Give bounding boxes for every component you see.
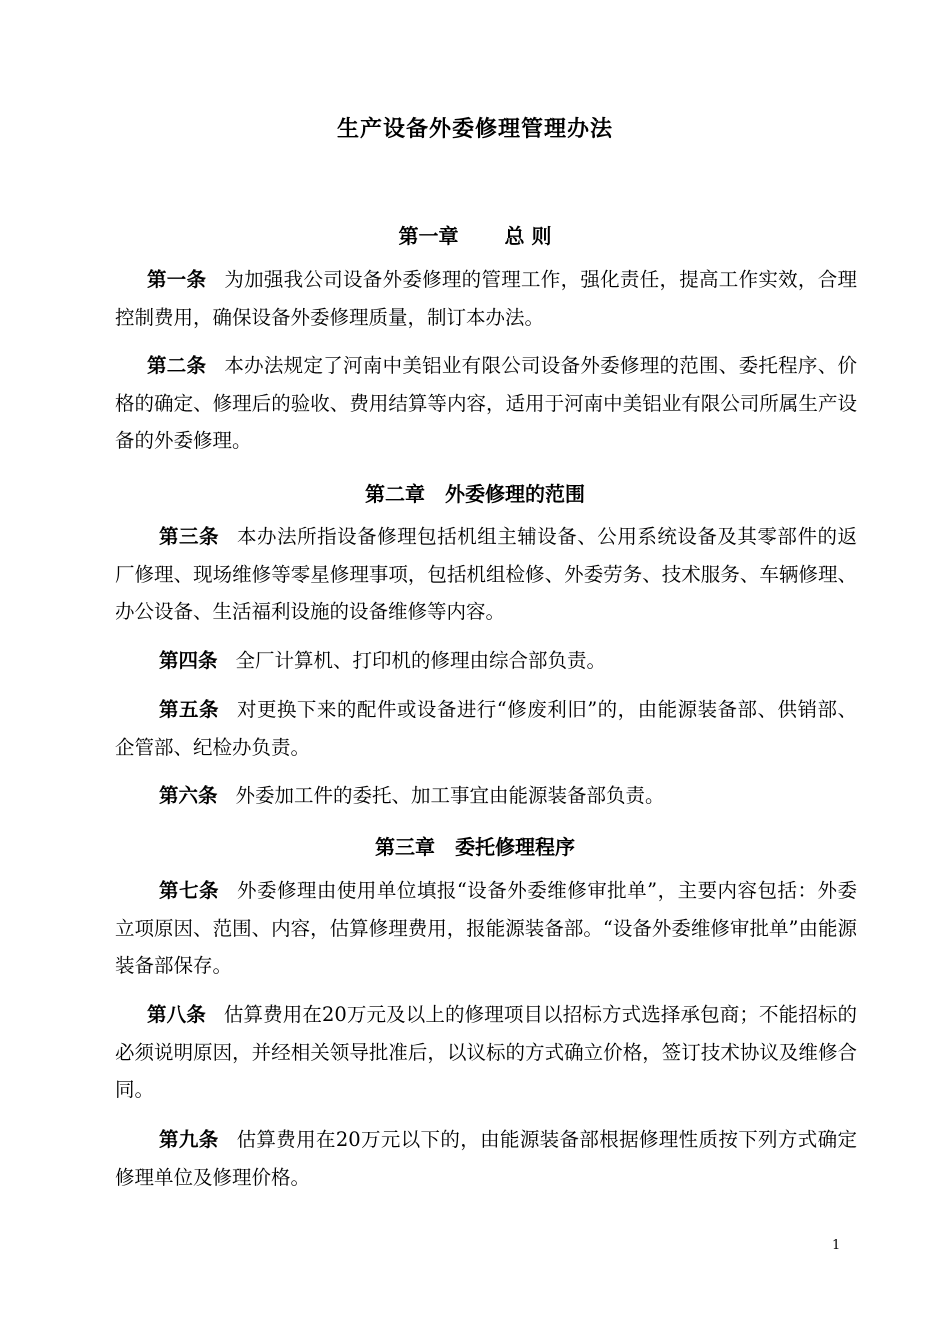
article-text: 外委加工件的委托、加工事宜由能源装备部负责。 xyxy=(235,784,665,807)
article-text: 本办法所指设备修理包括机组主辅设备、公用系统设备及其零部件的返厂修理、现场维修等零星修理事项，包括机组检修、外委劳务、技术服务、车辆修理、办公设备、生活福利设施的设备维修等内容。 xyxy=(115,525,857,623)
article-text: 全厂计算机、打印机的修理由综合部负责。 xyxy=(235,649,607,672)
article-paragraph xyxy=(115,777,857,815)
chapter-number: 第三章 xyxy=(375,835,435,859)
chapter-number: 第二章 xyxy=(365,482,425,506)
chapter-number: 第一章 xyxy=(398,224,459,248)
article-text: 外委修理由使用单位填报“设备外委维修审批单”，主要内容包括：外委立项原因、范围、内容，估算修理费用，报能源装备部。“设备外委维修审批单”由能源装备部保存。 xyxy=(115,879,857,977)
chapter-title: 委托修理程序 xyxy=(455,835,575,859)
chapter-heading xyxy=(0,831,950,860)
article-label: 第八条 xyxy=(147,1003,206,1026)
document-title: 生产设备外委修理管理办法 xyxy=(336,117,613,142)
article-text: 估算费用在20万元及以上的修理项目以招标方式选择承包商；不能招标的必须说明原因，并经相关领导批准后，以议标的方式确立价格，签订技术协议及维修合同。 xyxy=(115,1003,857,1101)
article-paragraph xyxy=(115,261,857,336)
article-text: 对更换下来的配件或设备进行“修废利旧”的，由能源装备部、供销部、企管部、纪检办负责。 xyxy=(115,698,857,759)
article-text: 估算费用在20万元以下的，由能源装备部根据修理性质按下列方式确定修理单位及修理价格。 xyxy=(115,1128,857,1189)
chapter-heading xyxy=(0,478,950,507)
chapter-title: 总 则 xyxy=(504,224,552,248)
article-paragraph xyxy=(115,518,857,631)
page-number: 1 xyxy=(832,1238,841,1253)
chapter-heading xyxy=(0,220,950,249)
article-label: 第五条 xyxy=(159,698,219,721)
article-paragraph xyxy=(115,996,857,1109)
article-paragraph xyxy=(115,347,857,460)
article-label: 第一条 xyxy=(147,268,207,291)
article-label: 第六条 xyxy=(159,784,218,807)
article-paragraph xyxy=(115,1121,857,1196)
article-text: 为加强我公司设备外委修理的管理工作，强化责任，提高工作实效，合理控制费用，确保设备外委修理质量，制订本办法。 xyxy=(115,268,857,329)
article-paragraph xyxy=(115,642,857,680)
article-label: 第七条 xyxy=(159,879,219,902)
chapter-title: 外委修理的范围 xyxy=(445,482,585,506)
article-label: 第二条 xyxy=(147,354,207,377)
article-label: 第三条 xyxy=(159,525,220,548)
article-label: 第四条 xyxy=(159,649,218,672)
article-text: 本办法规定了河南中美铝业有限公司设备外委修理的范围、委托程序、价格的确定、修理后的验收、费用结算等内容，适用于河南中美铝业有限公司所属生产设备的外委修理。 xyxy=(115,354,857,452)
article-paragraph xyxy=(115,872,857,985)
article-paragraph xyxy=(115,691,857,766)
article-label: 第九条 xyxy=(159,1128,219,1151)
